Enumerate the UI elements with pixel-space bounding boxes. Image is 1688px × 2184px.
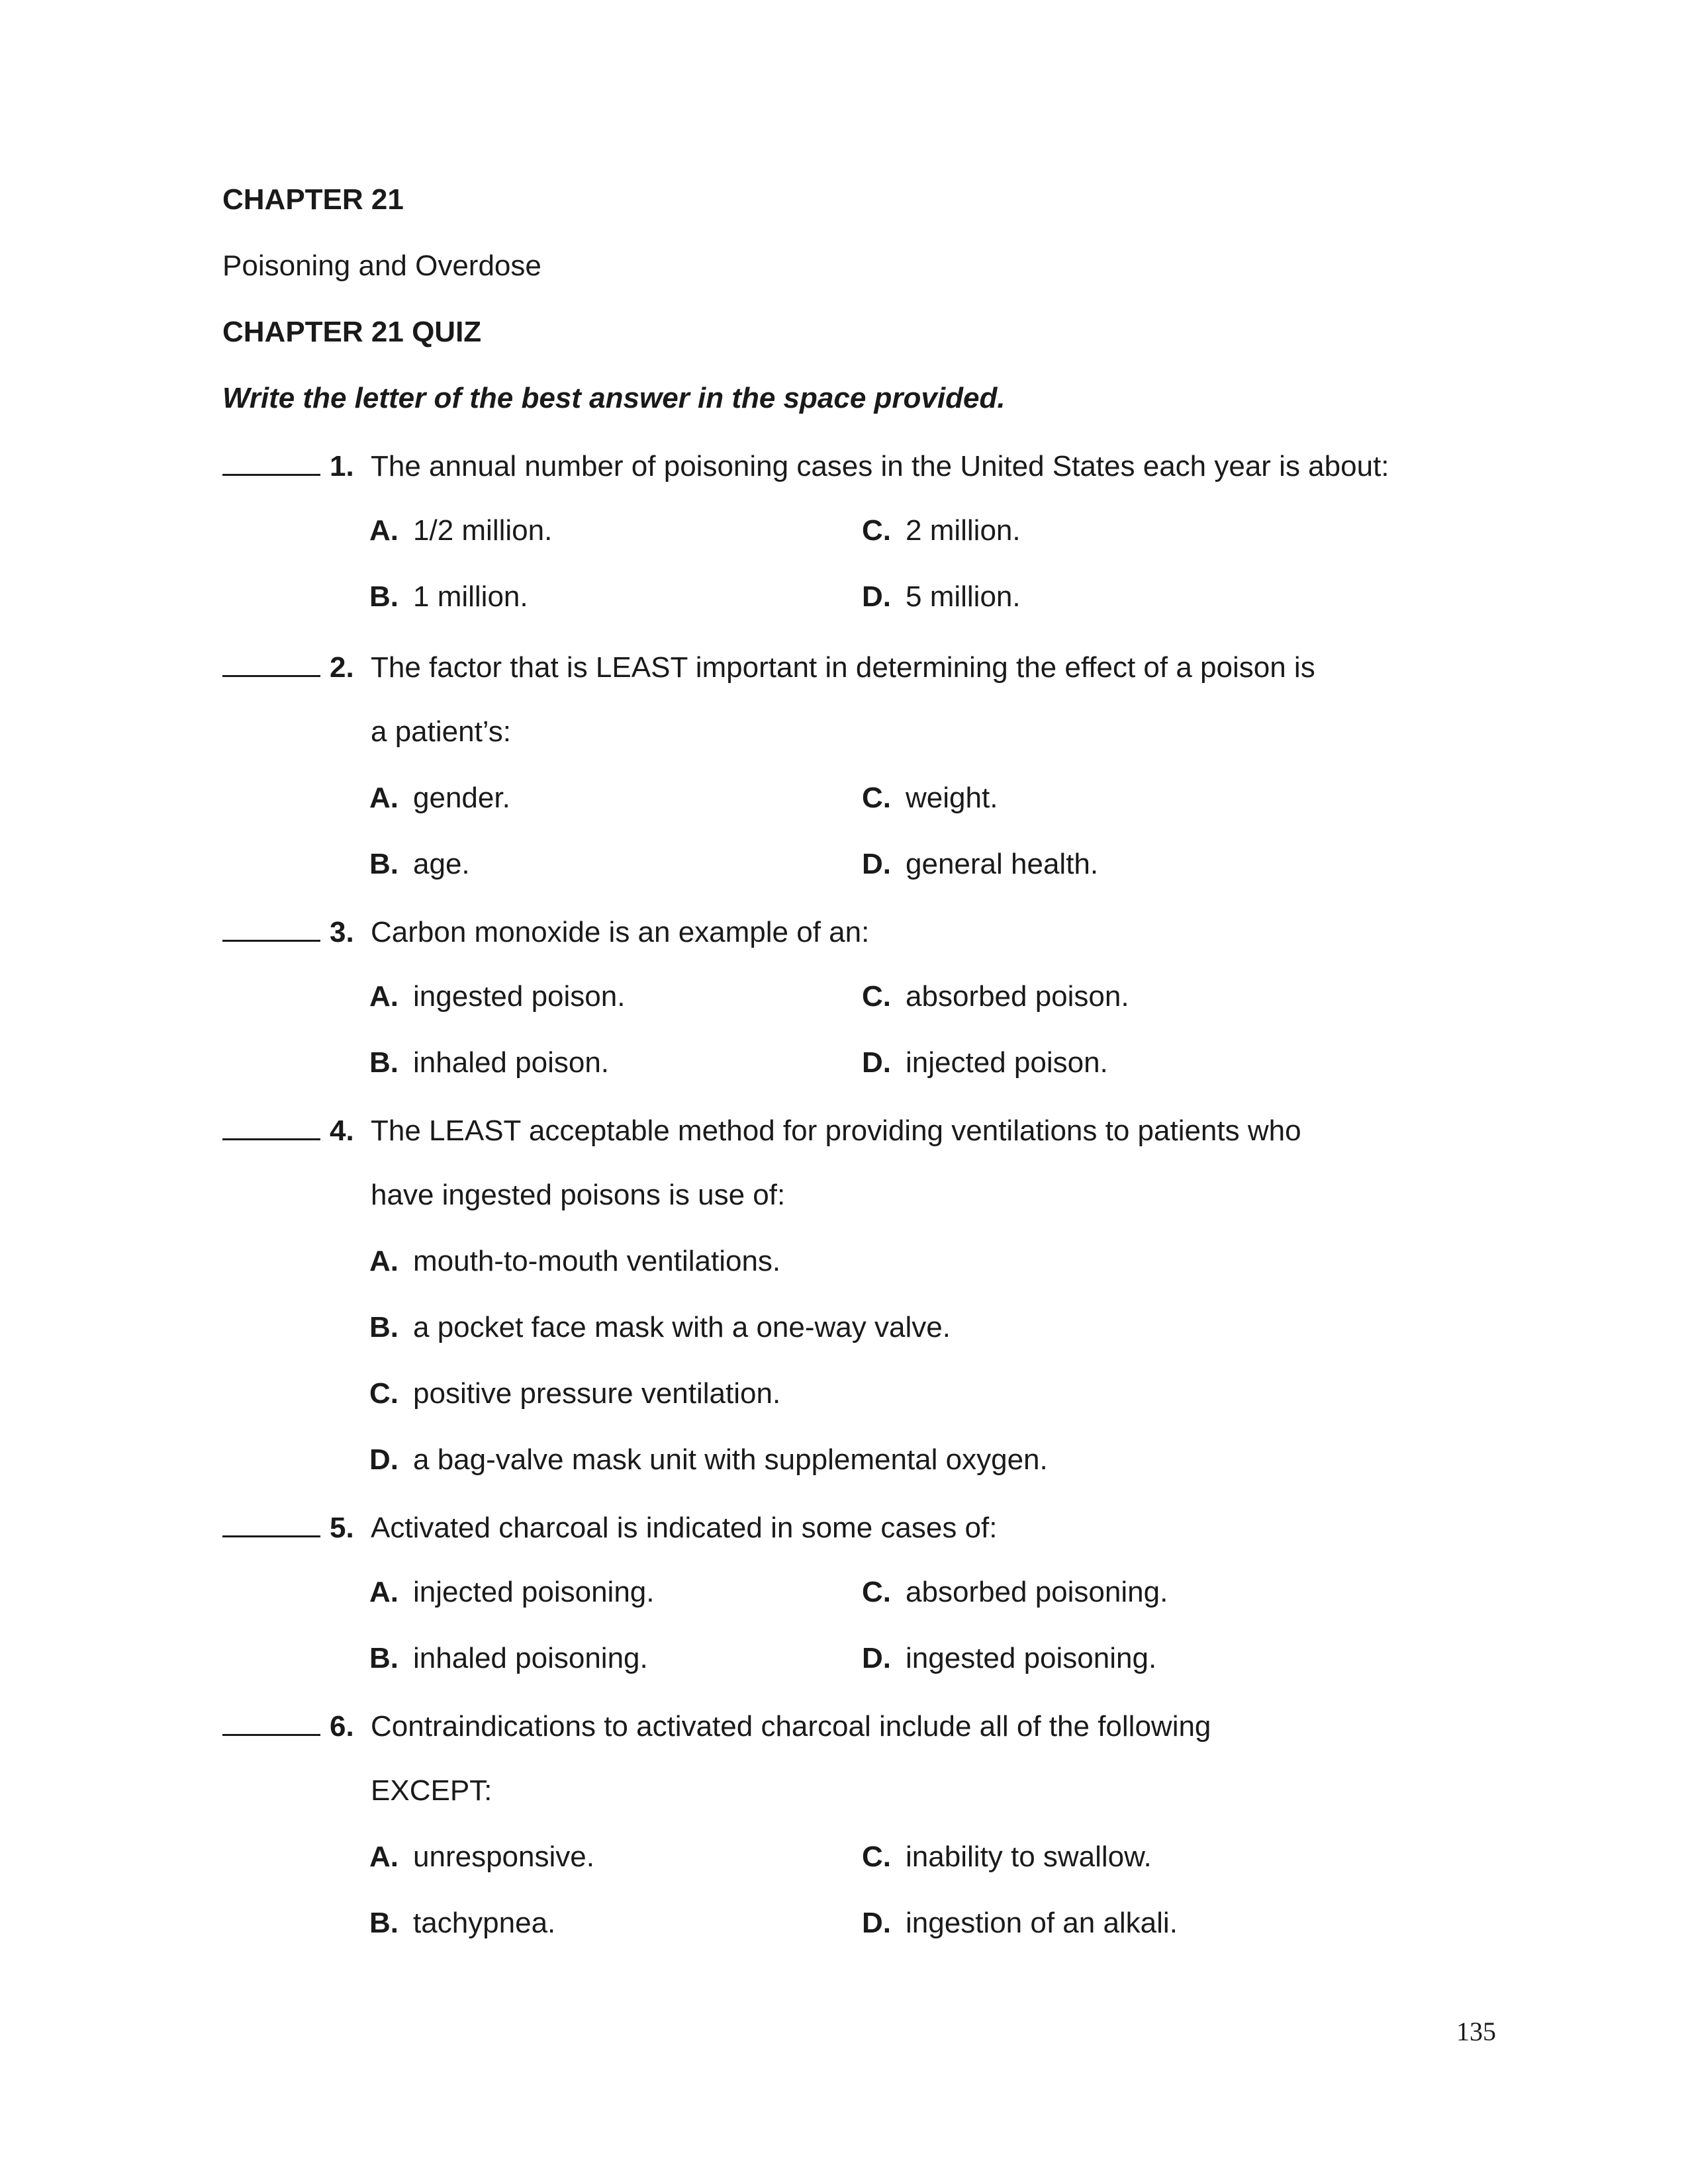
option-6b (369, 1906, 555, 1940)
option-6a (369, 1840, 594, 1874)
option-2a (369, 781, 510, 815)
question-number: 5. (330, 1512, 354, 1544)
question-text-continued: EXCEPT: (371, 1774, 492, 1807)
option-letter: A. (369, 1841, 399, 1873)
option-1b (369, 580, 528, 614)
question-text: The factor that is LEAST important in determining the effect of a poison is (371, 651, 1315, 684)
option-3a (369, 979, 625, 1014)
option-letter: D. (862, 848, 891, 880)
option-6d (862, 1906, 1178, 1940)
option-letter: A. (369, 782, 399, 814)
question-number: 3. (330, 916, 354, 948)
question-number: 4. (330, 1115, 354, 1147)
option-letter: B. (369, 1311, 399, 1343)
option-letter: C. (862, 1841, 891, 1873)
option-5d (862, 1641, 1156, 1676)
option-text: gender. (413, 782, 510, 814)
option-letter: D. (369, 1443, 399, 1476)
option-1c (862, 514, 1021, 548)
option-2c (862, 781, 998, 815)
option-letter: D. (862, 1046, 891, 1079)
option-letter: A. (369, 980, 399, 1013)
option-5a (369, 1575, 654, 1610)
option-letter: A. (369, 1245, 399, 1277)
answer-blank-6[interactable] (222, 1707, 320, 1736)
option-letter: D. (862, 1642, 891, 1674)
option-letter: C. (862, 1576, 891, 1608)
question-5 (222, 1509, 997, 1545)
option-4b (369, 1310, 951, 1345)
option-letter: A. (369, 1576, 399, 1608)
question-2 (222, 649, 1315, 685)
option-5b (369, 1641, 648, 1676)
question-text-continued: have ingested poisons is use of: (371, 1179, 786, 1211)
option-letter: C. (862, 980, 891, 1013)
option-text: ingested poisoning. (906, 1642, 1157, 1674)
option-text: inability to swallow. (906, 1841, 1152, 1873)
option-1a (369, 514, 552, 548)
option-2b (369, 847, 470, 882)
option-text: 2 million. (906, 514, 1021, 547)
option-text: weight. (906, 782, 998, 814)
option-letter: C. (862, 514, 891, 547)
option-4a (369, 1244, 780, 1279)
question-text-continued: a patient’s: (371, 715, 512, 748)
option-text: positive pressure ventilation. (413, 1377, 781, 1410)
question-text: Contraindications to activated charcoal include all of the following (371, 1710, 1211, 1743)
option-text: mouth-to-mouth ventilations. (413, 1245, 781, 1277)
option-letter: B. (369, 580, 399, 613)
question-text: Activated charcoal is indicated in some cases of: (371, 1512, 998, 1544)
option-3b (369, 1046, 609, 1080)
option-letter: D. (862, 580, 891, 613)
option-letter: C. (369, 1377, 399, 1410)
quiz-heading: CHAPTER 21 QUIZ (222, 316, 482, 348)
chapter-title: Poisoning and Overdose (222, 250, 541, 282)
option-text: inhaled poisoning. (413, 1642, 648, 1674)
option-letter: C. (862, 782, 891, 814)
question-number: 1. (330, 450, 354, 482)
option-text: ingested poison. (413, 980, 626, 1013)
option-text: 1/2 million. (413, 514, 553, 547)
instructions: Write the letter of the best answer in the space provided. (222, 382, 1006, 414)
option-text: general health. (906, 848, 1099, 880)
option-text: a pocket face mask with a one-way valve. (413, 1311, 951, 1343)
question-text: Carbon monoxide is an example of an: (371, 916, 870, 948)
answer-blank-3[interactable] (222, 913, 320, 942)
option-4d (369, 1443, 1048, 1477)
question-number: 6. (330, 1710, 354, 1743)
answer-blank-2[interactable] (222, 649, 320, 677)
question-number: 2. (330, 651, 354, 684)
option-text: inhaled poison. (413, 1046, 610, 1079)
page-number: 135 (1456, 2017, 1496, 2046)
option-letter: B. (369, 1907, 399, 1939)
option-text: absorbed poisoning. (906, 1576, 1168, 1608)
answer-blank-4[interactable] (222, 1112, 320, 1140)
option-text: injected poison. (906, 1046, 1108, 1079)
option-3c (862, 979, 1129, 1014)
option-letter: B. (369, 1642, 399, 1674)
option-text: tachypnea. (413, 1907, 556, 1939)
option-text: unresponsive. (413, 1841, 594, 1873)
question-text: The annual number of poisoning cases in the United States each year is about: (371, 450, 1389, 482)
option-text: age. (413, 848, 470, 880)
option-text: injected poisoning. (413, 1576, 655, 1608)
option-letter: B. (369, 1046, 399, 1079)
option-3d (862, 1046, 1108, 1080)
chapter-heading: CHAPTER 21 (222, 183, 404, 216)
option-letter: B. (369, 848, 399, 880)
question-text: The LEAST acceptable method for providing ventilations to patients who (371, 1115, 1301, 1147)
option-text: a bag-valve mask unit with supplemental oxygen. (413, 1443, 1048, 1476)
option-2d (862, 847, 1098, 882)
option-6c (862, 1840, 1152, 1874)
question-3 (222, 913, 869, 950)
option-text: 5 million. (906, 580, 1021, 613)
question-4 (222, 1112, 1301, 1148)
answer-blank-5[interactable] (222, 1509, 320, 1537)
question-6 (222, 1707, 1211, 1744)
option-text: 1 million. (413, 580, 528, 613)
option-text: absorbed poison. (906, 980, 1129, 1013)
question-1 (222, 447, 1389, 484)
answer-blank-1[interactable] (222, 447, 320, 476)
option-1d (862, 580, 1021, 614)
option-letter: D. (862, 1907, 891, 1939)
option-text: ingestion of an alkali. (906, 1907, 1178, 1939)
option-4c (369, 1377, 780, 1411)
option-5c (862, 1575, 1168, 1610)
option-letter: A. (369, 514, 399, 547)
